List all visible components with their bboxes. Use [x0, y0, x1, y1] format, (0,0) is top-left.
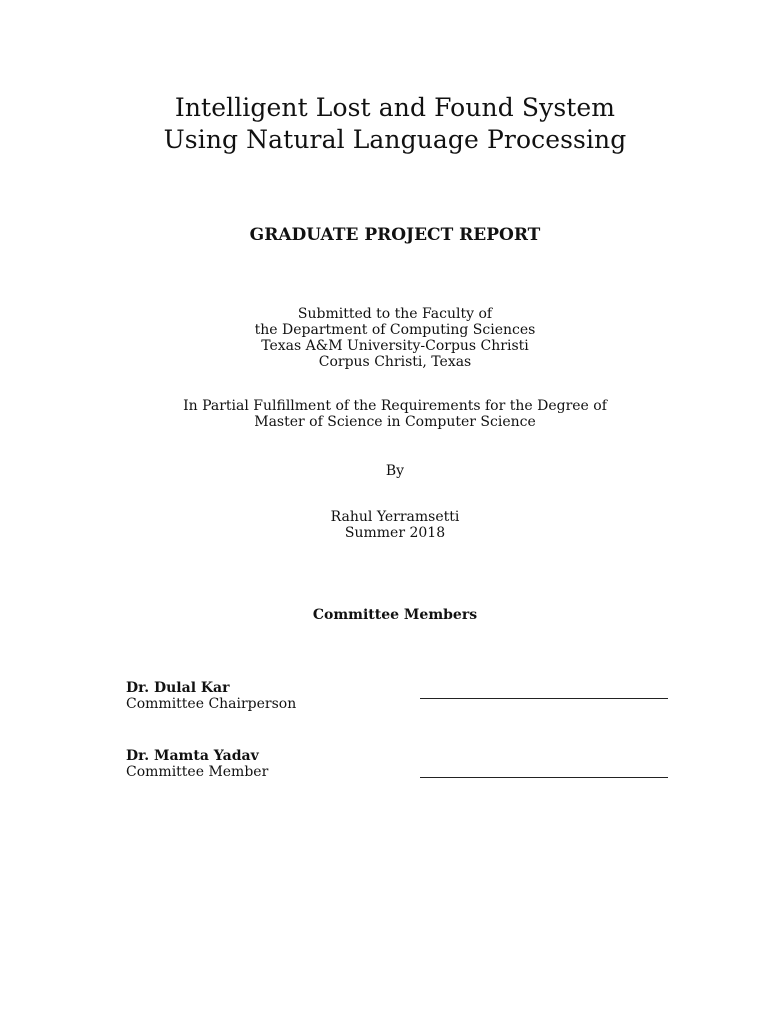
- by-label: By: [385, 463, 405, 479]
- author-name: Rahul Yerramsetti: [330, 509, 460, 525]
- title-line-2: Using Natural Language Processing: [163, 125, 627, 154]
- submission-line-4: Corpus Christi, Texas: [318, 354, 472, 370]
- member-name: Dr. Dulal Kar: [126, 680, 230, 696]
- submission-line-2: the Department of Computing Sciences: [254, 322, 536, 338]
- author-term: Summer 2018: [344, 525, 446, 541]
- signature-line-1: [420, 698, 668, 699]
- committee-member-1: [126, 680, 296, 712]
- signature-line-2: [420, 777, 668, 778]
- member-name: Dr. Mamta Yadav: [126, 748, 259, 764]
- committee-heading: Committee Members: [312, 607, 478, 623]
- report-type: GRADUATE PROJECT REPORT: [249, 225, 541, 245]
- title-line-1: Intelligent Lost and Found System: [174, 93, 616, 122]
- submission-line-3: Texas A&M University-Corpus Christi: [261, 338, 529, 354]
- submission-line-1: Submitted to the Faculty of: [297, 306, 493, 322]
- fulfillment-line-1: In Partial Fulfillment of the Requirements for the Degree of: [183, 398, 607, 414]
- document-title: [0, 92, 768, 156]
- member-role: Committee Member: [126, 764, 269, 780]
- fulfillment-block: [0, 398, 768, 430]
- member-role: Committee Chairperson: [126, 696, 297, 712]
- committee-member-2: [126, 748, 268, 780]
- author-block: [0, 509, 768, 541]
- fulfillment-line-2: Master of Science in Computer Science: [254, 414, 536, 430]
- submission-block: [0, 306, 768, 370]
